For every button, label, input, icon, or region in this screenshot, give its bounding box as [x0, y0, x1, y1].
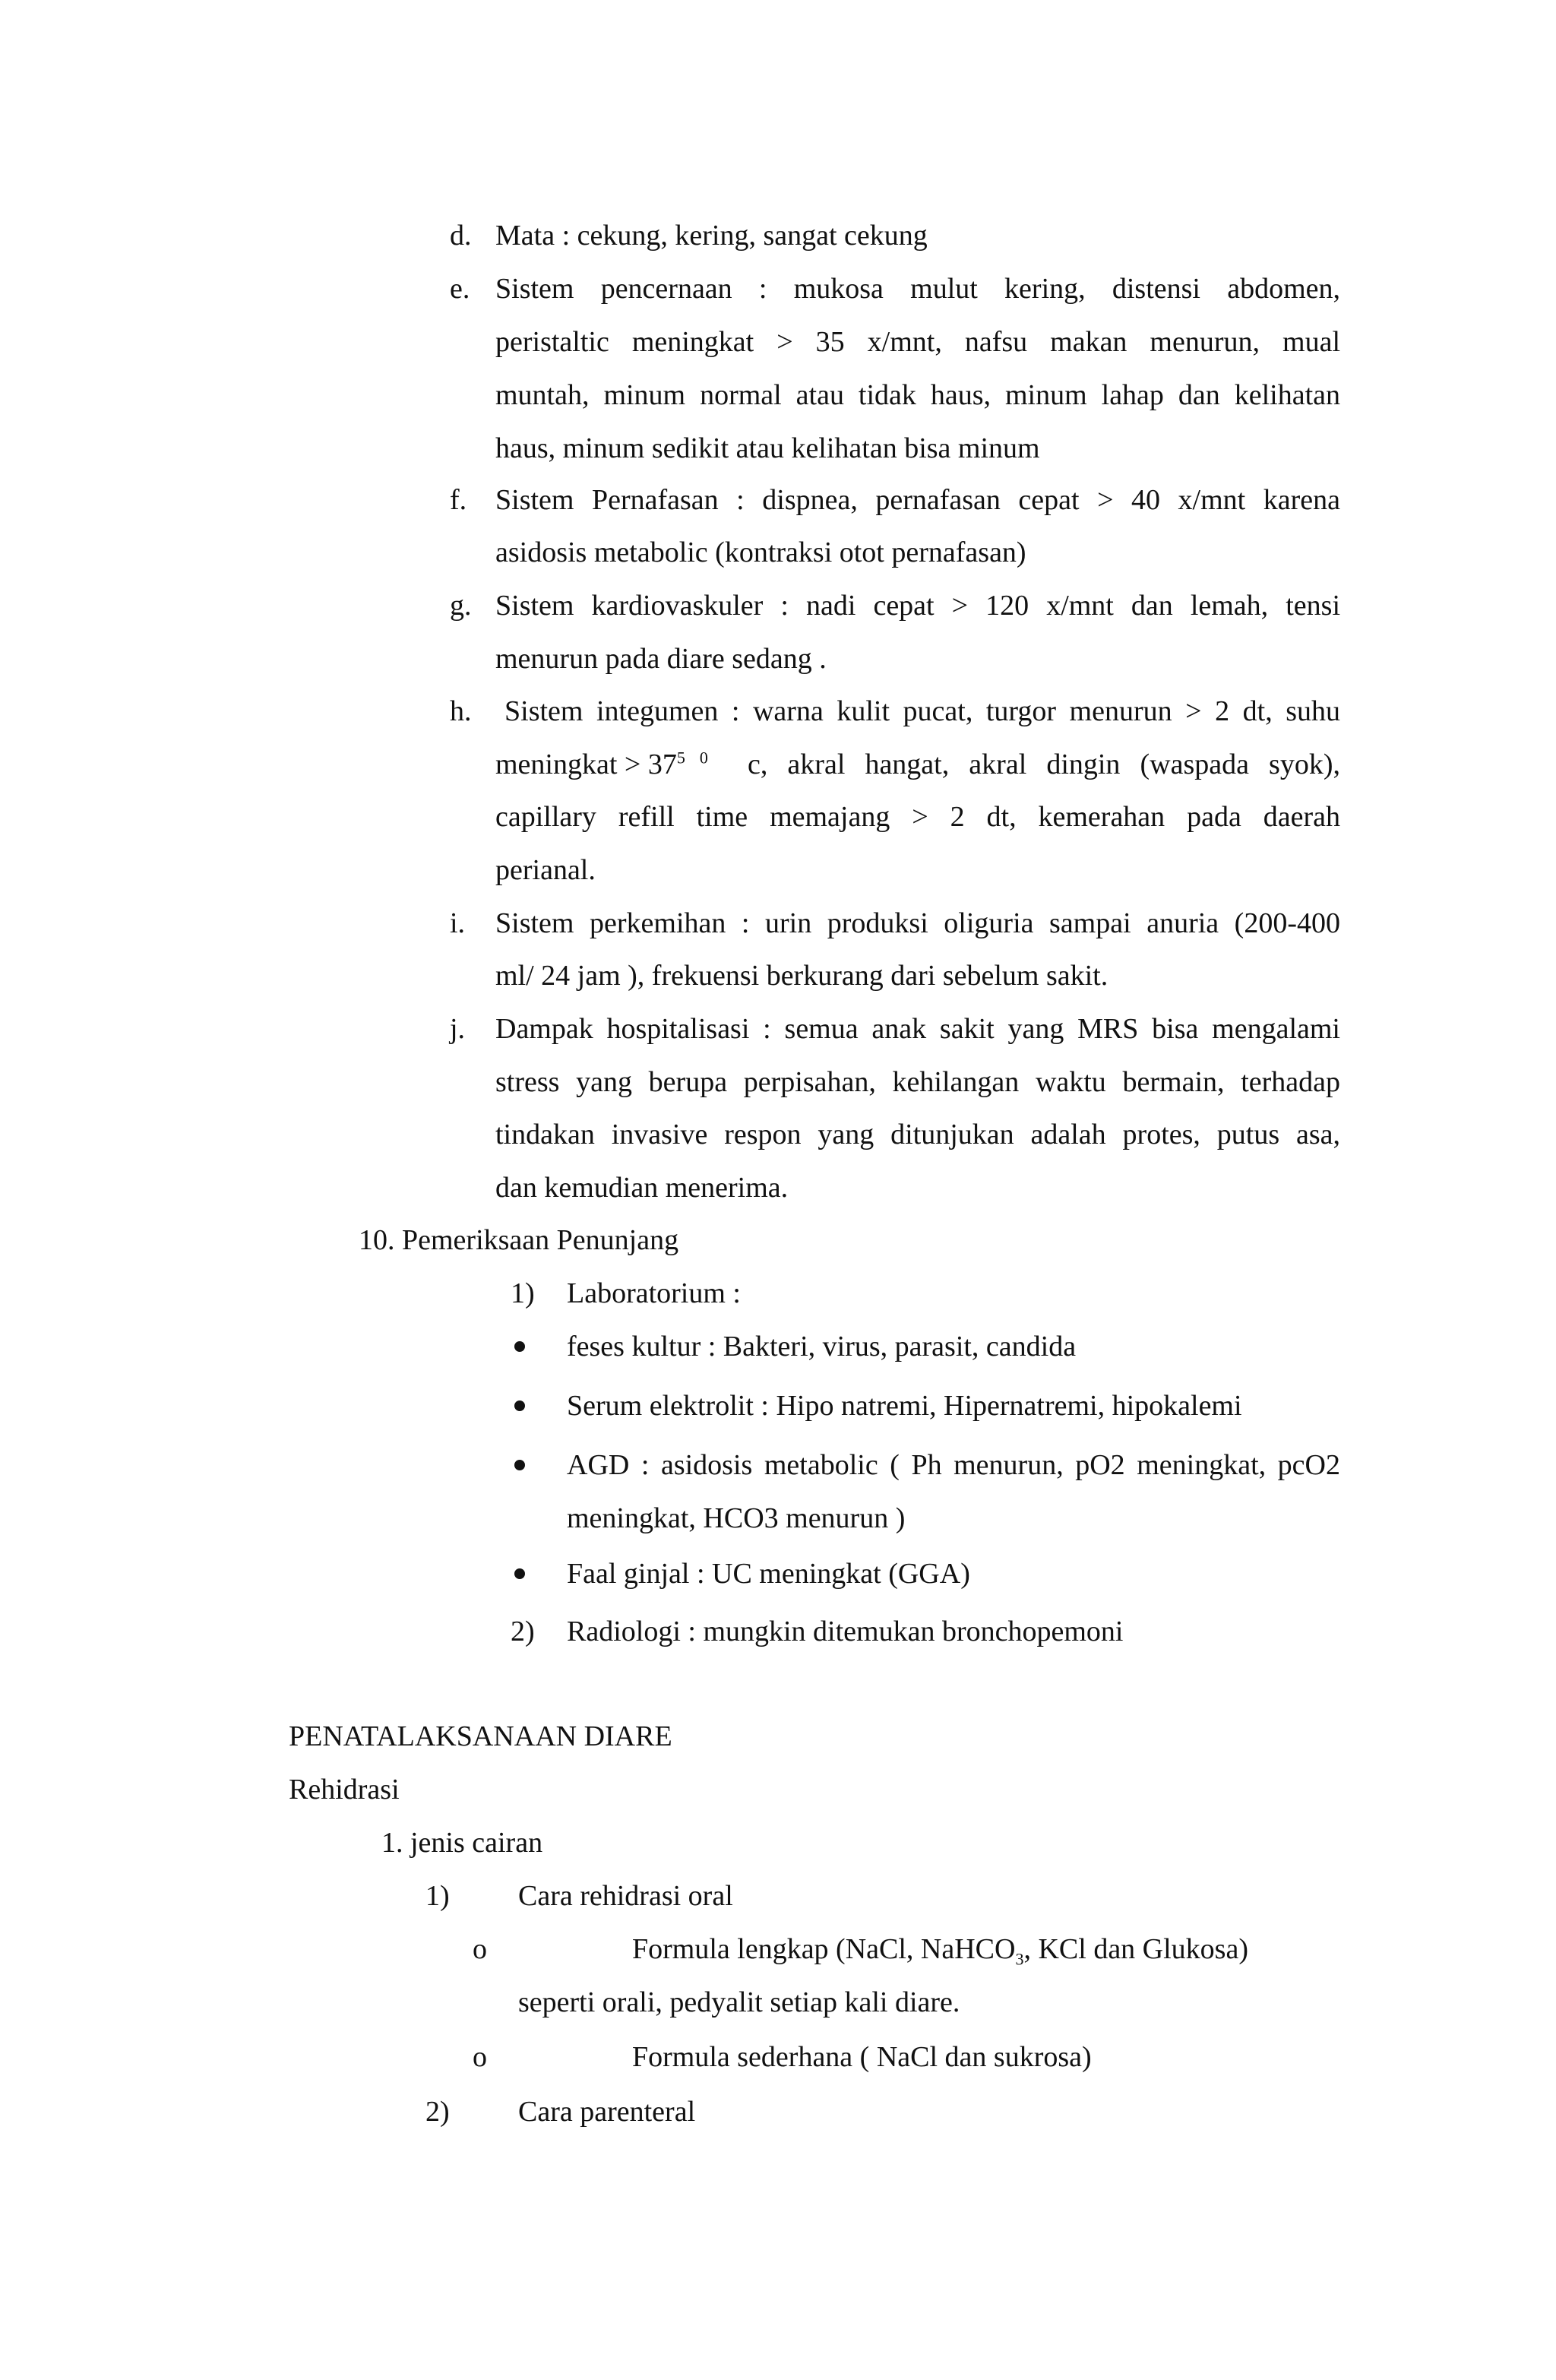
list-item-h-line: c, akral hangat, akral dingin (waspada syok), — [748, 748, 1340, 780]
formula-lengkap-text — [632, 1923, 1248, 1976]
list-item-e-line: haus, minum sedikit atau kelihatan bisa minum — [495, 432, 1040, 464]
list-item-e-line: peristaltic meningkat > 35 x/mnt, nafsu makan menurun, mual — [495, 326, 1340, 358]
temperature-text: meningkat > 37 — [495, 748, 677, 780]
oral-marker: 1) — [425, 1880, 450, 1912]
list-item-h-line: capillary refill time memajang > 2 dt, kemerahan pada daerah — [495, 801, 1340, 833]
bullet-item-continuation: meningkat, HCO3 menurun ) — [567, 1502, 906, 1534]
list-marker-h: h. — [450, 695, 472, 727]
degree-sup: 0 — [699, 748, 708, 767]
list-marker-i: i. — [450, 907, 466, 939]
bullet-icon — [514, 1400, 525, 1411]
lab-label: Laboratorium : — [567, 1277, 741, 1309]
bullet-icon — [514, 1341, 525, 1352]
bullet-icon — [514, 1568, 525, 1579]
formula-lengkap-part: , KCl dan Glukosa) — [1023, 1933, 1248, 1965]
formula-lengkap-continuation: seperti orali, pedyalit setiap kali diare. — [518, 1986, 960, 2018]
list-item-e-line: muntah, minum normal atau tidak haus, minum lahap dan kelihatan — [495, 379, 1340, 411]
list-item-g-line: Sistem kardiovaskuler : nadi cepat > 120 x/mnt dan lemah, tensi — [495, 590, 1340, 622]
list-item-g-line: menurun pada diare sedang . — [495, 643, 827, 675]
formula-lengkap-part: Formula lengkap (NaCl, NaHCO — [632, 1933, 1016, 1965]
subscript: 3 — [1015, 1949, 1024, 1969]
list-marker-g: g. — [450, 590, 472, 622]
list-item-h-line-prefix — [495, 738, 708, 791]
radiology-marker: 2) — [511, 1616, 535, 1647]
numbered-item: 1. jenis cairan — [381, 1827, 543, 1859]
list-item-f-line: asidosis metabolic (kontraksi otot pernafasan) — [495, 536, 1026, 568]
list-item-j-line: stress yang berupa perpisahan, kehilangan waktu bermain, terhadap — [495, 1066, 1340, 1098]
list-marker-d: d. — [450, 220, 472, 252]
section-title: PENATALAKSANAAN DIARE — [289, 1720, 672, 1752]
list-marker-e: e. — [450, 273, 470, 305]
formula-lengkap-line — [632, 1923, 1340, 1976]
bullet-icon — [514, 1460, 525, 1470]
list-marker-j: j. — [450, 1013, 466, 1045]
bullet-item: Faal ginjal : UC meningkat (GGA) — [567, 1558, 970, 1590]
list-item-h-line: Sistem integumen : warna kulit pucat, turgor menurun > 2 dt, suhu — [504, 695, 1340, 727]
lab-marker: 1) — [511, 1277, 535, 1309]
parenteral-label: Cara parenteral — [518, 2096, 696, 2128]
formula-sederhana: Formula sederhana ( NaCl dan sukrosa) — [632, 2041, 1092, 2073]
oral-label: Cara rehidrasi oral — [518, 1880, 733, 1912]
list-item-d: Mata : cekung, kering, sangat cekung — [495, 220, 928, 252]
list-item-f-line: Sistem Pernafasan : dispnea, pernafasan cepat > 40 x/mnt karena — [495, 484, 1340, 516]
list-item-e-line: Sistem pencernaan : mukosa mulut kering, distensi abdomen, — [495, 273, 1340, 305]
bullet-item: feses kultur : Bakteri, virus, parasit, candida — [567, 1331, 1077, 1362]
section-heading: 10. Pemeriksaan Penunjang — [359, 1224, 679, 1256]
temperature-sup: 5 — [676, 748, 685, 767]
parenteral-marker: 2) — [425, 2096, 450, 2128]
list-item-j-line: Dampak hospitalisasi : semua anak sakit yang MRS bisa mengalami — [495, 1013, 1340, 1045]
radiology-label: Radiologi : mungkin ditemukan bronchopemoni — [567, 1616, 1124, 1647]
list-item-j-line: tindakan invasive respon yang ditunjukan adalah protes, putus asa, — [495, 1119, 1340, 1150]
circle-bullet-icon: o — [473, 2041, 487, 2073]
list-item-j-line: dan kemudian menerima. — [495, 1172, 789, 1204]
list-item-i-line: Sistem perkemihan : urin produksi oliguria sampai anuria (200-400 — [495, 907, 1340, 939]
list-marker-f: f. — [450, 484, 467, 516]
circle-bullet-icon: o — [473, 1933, 487, 1965]
list-item-h-line: perianal. — [495, 854, 596, 886]
section-subtitle: Rehidrasi — [289, 1774, 400, 1806]
bullet-item: AGD : asidosis metabolic ( Ph menurun, pO2 meningkat, pcO2 — [567, 1449, 1340, 1481]
list-item-i-line: ml/ 24 jam ), frekuensi berkurang dari sebelum sakit. — [495, 960, 1108, 992]
bullet-item: Serum elektrolit : Hipo natremi, Hipernatremi, hipokalemi — [567, 1390, 1242, 1422]
